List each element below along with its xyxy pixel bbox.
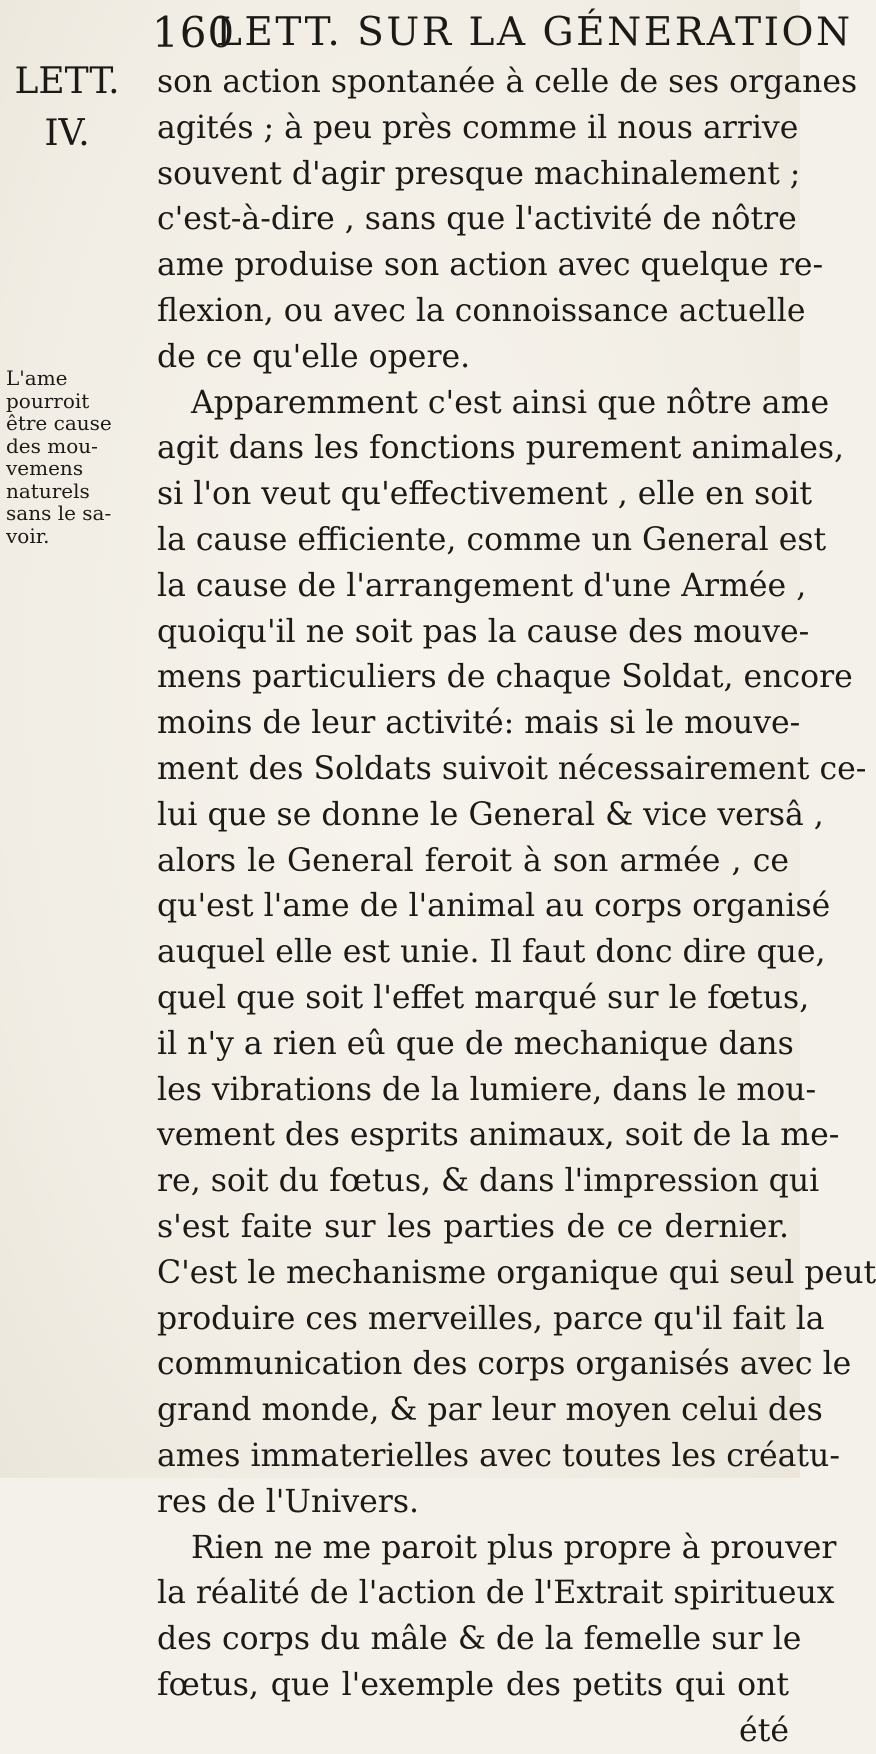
- margin-note-line: vemens: [6, 456, 84, 480]
- text-line: son action spontanée à celle de ses organes: [157, 64, 858, 100]
- letter-marker: [8, 56, 126, 160]
- margin-note-line: des mou-: [6, 433, 98, 458]
- text-line: agités ; à peu près comme il nous arrive: [157, 109, 799, 146]
- text-line: re, soit du fœtus, & dans l'impression qui: [157, 1163, 820, 1200]
- paragraph-start-line: Apparemment c'est ainsi que nôtre ame: [191, 384, 830, 421]
- page-header: [0, 2, 853, 62]
- running-head: LETT. SUR LA GÉNERATION: [216, 10, 853, 55]
- body-text: [157, 60, 876, 1754]
- text-line: ame produise son action avec quelque re-: [157, 247, 824, 284]
- text-line: la réalité de l'action de l'Extrait spiritueux: [157, 1575, 835, 1612]
- text-line: moins de leur activité: mais si le mouve-: [157, 705, 801, 742]
- margin-note-line: sans le sa-: [6, 501, 112, 525]
- margin-note: [6, 366, 112, 548]
- text-line: vement des esprits animaux, soit de la me-: [157, 1117, 840, 1154]
- margin-note-line: L'ame: [6, 366, 68, 390]
- text-line: si l'on veut qu'effectivement , elle en soit: [157, 476, 812, 513]
- text-line: s'est faite sur les parties de ce dernier.: [157, 1208, 789, 1245]
- text-line: produire ces merveilles, parce qu'il fait la: [157, 1300, 825, 1337]
- text-line: res de l'Univers.: [157, 1483, 420, 1520]
- text-line: grand monde, & par leur moyen celui des: [157, 1392, 823, 1429]
- text-line: flexion, ou avec la connoissance actuelle: [157, 292, 806, 329]
- margin-note-line: être cause: [6, 411, 112, 435]
- text-line: la cause efficiente, comme un General est: [157, 521, 827, 558]
- page-number: 160: [152, 8, 236, 57]
- text-line: lui que se donne le General & vice versâ ,: [157, 796, 824, 833]
- text-line: ames immaterielles avec toutes les créatu-: [157, 1437, 840, 1474]
- text-line: des corps du mâle & de la femelle sur le: [157, 1621, 802, 1658]
- letter-number: IV.: [44, 113, 90, 154]
- text-line: c'est-à-dire , sans que l'activité de nôtre: [157, 201, 797, 238]
- text-line: de ce qu'elle opere.: [157, 338, 471, 375]
- margin-note-line: naturels: [6, 478, 90, 503]
- text-line: il n'y a rien eû que de mechanique dans: [157, 1025, 794, 1062]
- text-line: qu'est l'ame de l'animal au corps organisé: [157, 888, 831, 925]
- text-line: ment des Soldats suivoit nécessairement ce-: [157, 750, 867, 787]
- text-line: souvent d'agir presque machinalement ;: [157, 155, 801, 192]
- text-line: quel que soit l'effet marqué sur le fœtus,: [157, 979, 810, 1016]
- text-line: alors le General feroit à son armée , ce: [157, 842, 789, 879]
- letter-label: LETT.: [14, 61, 120, 102]
- text-line: quoiqu'il ne soit pas la cause des mouve-: [157, 613, 810, 650]
- margin-note-line: pourroit: [6, 388, 90, 413]
- text-line: auquel elle est unie. Il faut donc dire que,: [157, 934, 826, 971]
- text-line: communication des corps organisés avec le: [157, 1346, 852, 1383]
- text-line: mens particuliers de chaque Soldat, encore: [157, 659, 853, 696]
- text-line: C'est le mechanisme organique qui seul peut: [157, 1254, 876, 1291]
- text-line: la cause de l'arrangement d'une Armée ,: [157, 567, 807, 604]
- catchword: été: [739, 1712, 789, 1749]
- text-line: les vibrations de la lumiere, dans le mou-: [157, 1071, 817, 1108]
- paragraph-start-line: Rien ne me paroit plus propre à prouver: [191, 1529, 837, 1566]
- margin-note-line: voir.: [6, 523, 50, 548]
- text-line: agit dans les fonctions purement animales,: [157, 430, 845, 467]
- text-line: fœtus, que l'exemple des petits qui ont: [157, 1666, 789, 1703]
